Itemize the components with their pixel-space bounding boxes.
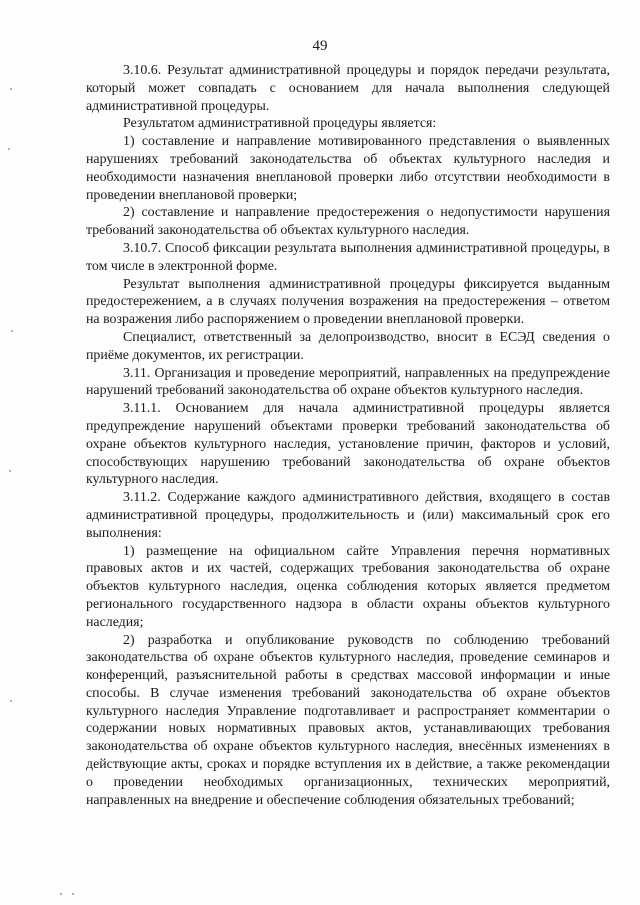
- paragraph-action-item-1: 1) размещение на официальном сайте Управления перечня нормативных правовых актов и их частей, содержащих требования законодательства об охране объектов культурного наследия, оценка соблюдения которых является предметом регионального государственного надзора в области охраны объектов культурного наследия;: [86, 543, 610, 630]
- paragraph-result-intro: Результатом административной процедуры является:: [123, 116, 437, 132]
- paragraph-3-11: 3.11. Организация и проведение мероприятий, направленных на предупреждение нарушений требований законодательства об охране объектов культурного наследия.: [86, 365, 610, 399]
- paragraph-result-fixation: Результат выполнения административной процедуры фиксируется выданным предостережением, а в случаях получения возражения на предостережения – ответом на возражения либо распоряжением о проведении внеплановой проверки.: [86, 276, 610, 328]
- scan-speck: [10, 88, 12, 90]
- page-number: 49: [312, 38, 328, 54]
- paragraph-3-10-7: 3.10.7. Способ фиксации результата выполнения административной процедуры, в том числе в электронной форме.: [86, 240, 610, 274]
- scan-speck: [9, 470, 11, 472]
- paragraph-3-11-2: 3.11.2. Содержание каждого административного действия, входящего в состав административной процедуры, продолжительность и (или) максимальный срок его выполнения:: [86, 490, 610, 541]
- paragraph-3-10-6: 3.10.6. Результат административной процедуры и порядок передачи результата, который может совпадать с основанием для начала выполнения следующей административной процедуры.: [86, 63, 610, 114]
- paragraph-3-11-1: 3.11.1. Основанием для начала административной процедуры является предупреждение нарушений объектами проверки требований законодательства об охране объектов культурного наследия, установление причин, факторов и условий, способствующих нарушению требований законодательства об охране объектов культурного наследия.: [86, 401, 610, 488]
- scan-speck: [72, 893, 74, 895]
- paragraph-action-item-2: 2) разработка и опубликование руководств по соблюдению требований законодательства об охране объектов культурного наследия, проведение семинаров и конференций, разъяснительной работы в средствах массовой информации и иные способы. В случае изменения требований законодательства об охране объектов культурного наследия Управление подготавливает и распространяет комментарии о содержании новых нормативных правовых актов, устанавливающих требования законодательства об охране объектов культурного наследия, внесённых изменениях в действующие акты, сроках и порядке вступления их в действие, а также рекомендации о проведении необходимых организационных, технических мероприятий, направленных на внедрение и обеспечение соблюдения обязательных требований;: [86, 632, 610, 808]
- paragraph-specialist: Специалист, ответственный за делопроизводство, вносит в ЕСЭД сведения о приёме документов, их регистрации.: [86, 329, 610, 363]
- paragraph-result-item-2: 2) составление и направление предостережения о недопустимости нарушения требований законодательства об объектах культурного наследия.: [86, 205, 610, 239]
- paragraph-result-item-1: 1) составление и направление мотивированного представления о выявленных нарушениях требований законодательства об объектах культурного наследия и необходимости назначения внеплановой проверки либо отсутствии необходимости в проведении внеплановой проверки;: [86, 134, 610, 203]
- scan-speck: [11, 330, 13, 332]
- scan-speck: [8, 148, 10, 150]
- scan-speck: [10, 700, 12, 702]
- document-body: [86, 62, 610, 809]
- scan-speck: [60, 893, 62, 895]
